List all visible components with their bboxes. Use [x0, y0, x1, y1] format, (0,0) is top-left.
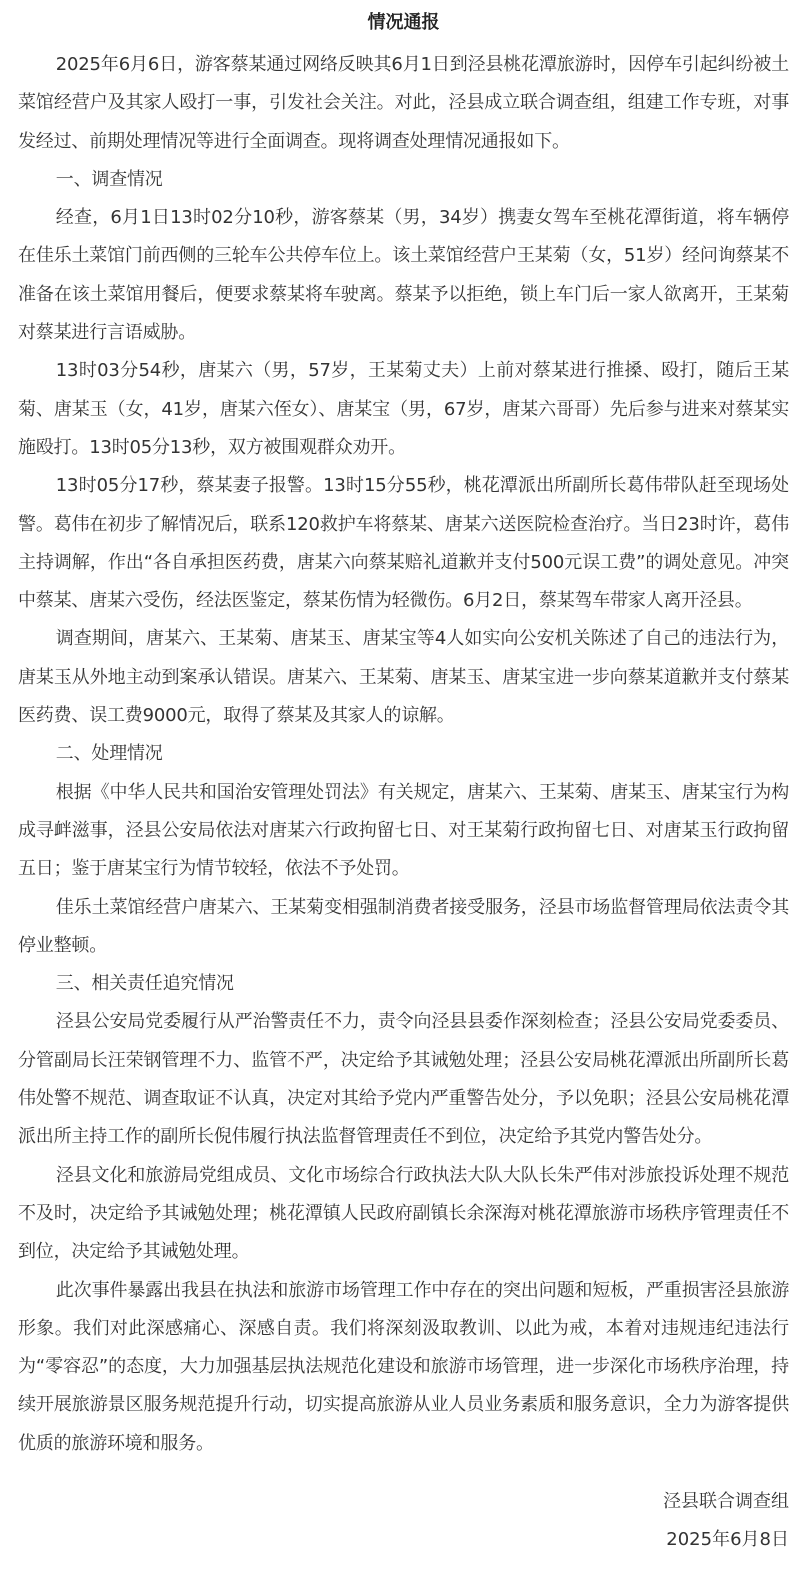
document-body — [18, 46, 789, 1463]
paragraph: 13时03分54秒，唐某六（男，57岁，王某菊丈夫）上前对蔡某进行推搡、殴打，随后王某菊、唐某玉（女，41岁，唐某六侄女）、唐某宝（男，67岁，唐某六哥哥）先后参与进来对蔡某实施殴打。13时05分13秒，双方被围观群众劝开。 — [18, 360, 789, 458]
section-heading-accountability: 三、相关责任追究情况 — [55, 973, 234, 995]
paragraph: 13时05分17秒，蔡某妻子报警。13时15分55秒，桃花潭派出所副所长葛伟带队赶至现场处警。葛伟在初步了解情况后，联系120救护车将蔡某、唐某六送医院检查治疗。当日23时许，葛伟主持调解，作出“各自承担医药费，唐某六向蔡某赔礼道歉并支付500元误工费”的调处意见。冲突中蔡某、唐某六受伤，经法医鉴定，蔡某伤情为轻微伤。6月2日，蔡某驾车带家人离开泾县。 — [18, 475, 789, 612]
document-title: 情况通报 — [367, 12, 440, 33]
section-heading-handling: 二、处理情况 — [55, 743, 163, 765]
paragraph: 泾县公安局党委履行从严治警责任不力，责令向泾县县委作深刻检查；泾县公安局党委委员、分管副局长汪荣钢管理不力、监管不严，决定给予其诫勉处理；泾县公安局桃花潭派出所副所长葛伟处警不规范、调查取证不认真，决定对其给予党内严重警告处分，予以免职；泾县公安局桃花潭派出所主持工作的副所长倪伟履行执法监督管理责任不到位，决定给予其党内警告处分。 — [18, 1011, 789, 1148]
section-heading-investigation: 一、调查情况 — [55, 168, 163, 190]
signature-issuer: 泾县联合调查组 — [663, 1490, 789, 1512]
spacer — [18, 1463, 789, 1483]
paragraph: 泾县文化和旅游局党组成员、文化市场综合行政执法大队大队长朱严伟对涉旅投诉处理不规范不及时，决定给予其诫勉处理；桃花潭镇人民政府副镇长余深海对桃花潭旅游市场秩序管理责任不到位，决定给予其诫勉处理。 — [18, 1164, 789, 1263]
paragraph: 调查期间，唐某六、王某菊、唐某玉、唐某宝等4人如实向公安机关陈述了自己的违法行为，唐某玉从外地主动到案承认错误。唐某六、王某菊、唐某玉、唐某宝进一步向蔡某道歉并支付蔡某医药费、误工费9000元，取得了蔡某及其家人的谅解。 — [18, 628, 789, 727]
signature-date: 2025年6月8日 — [666, 1529, 789, 1551]
paragraph-conclusion: 此次事件暴露出我县在执法和旅游市场管理工作中存在的突出问题和短板，严重损害泾县旅游形象。我们对此深感痛心、深感自责。我们将深刻汲取教训、以此为戒，本着对违规违纪违法行为“零容忍”的态度，大力加强基层执法规范化建设和旅游市场管理，进一步深化市场秩序治理，持续开展旅游景区服务规范提升行动，切实提高旅游从业人员业务素质和服务意识，全力为游客提供优质的旅游环境和服务。 — [18, 1279, 789, 1454]
paragraph: 佳乐土菜馆经营户唐某六、王某菊变相强制消费者接受服务，泾县市场监督管理局依法责令其停业整顿。 — [18, 896, 789, 956]
paragraph: 经查，6月1日13时02分10秒，游客蔡某（男，34岁）携妻女驾车至桃花潭街道，将车辆停在佳乐土菜馆门前西侧的三轮车公共停车位上。该土菜馆经营户王某菊（女，51岁）经问询蔡某不准备在该土菜馆用餐后，便要求蔡某将车驶离。蔡某予以拒绝，锁上车门后一家人欲离开，王某菊对蔡某进行言语威胁。 — [18, 207, 789, 344]
paragraph: 根据《中华人民共和国治安管理处罚法》有关规定，唐某六、王某菊、唐某玉、唐某宝行为构成寻衅滋事，泾县公安局依法对唐某六行政拘留七日、对王某菊行政拘留七日、对唐某玉行政拘留五日；鉴于唐某宝行为情节较轻，依法不予处罚。 — [18, 781, 789, 880]
paragraph-intro: 2025年6月6日，游客蔡某通过网络反映其6月1日到泾县桃花潭旅游时，因停车引起纠纷被土菜馆经营户及其家人殴打一事，引发社会关注。对此，泾县成立联合调查组，组建工作专班，对事发经过、前期处理情况等进行全面调查。现将调查处理情况通报如下。 — [18, 54, 789, 152]
